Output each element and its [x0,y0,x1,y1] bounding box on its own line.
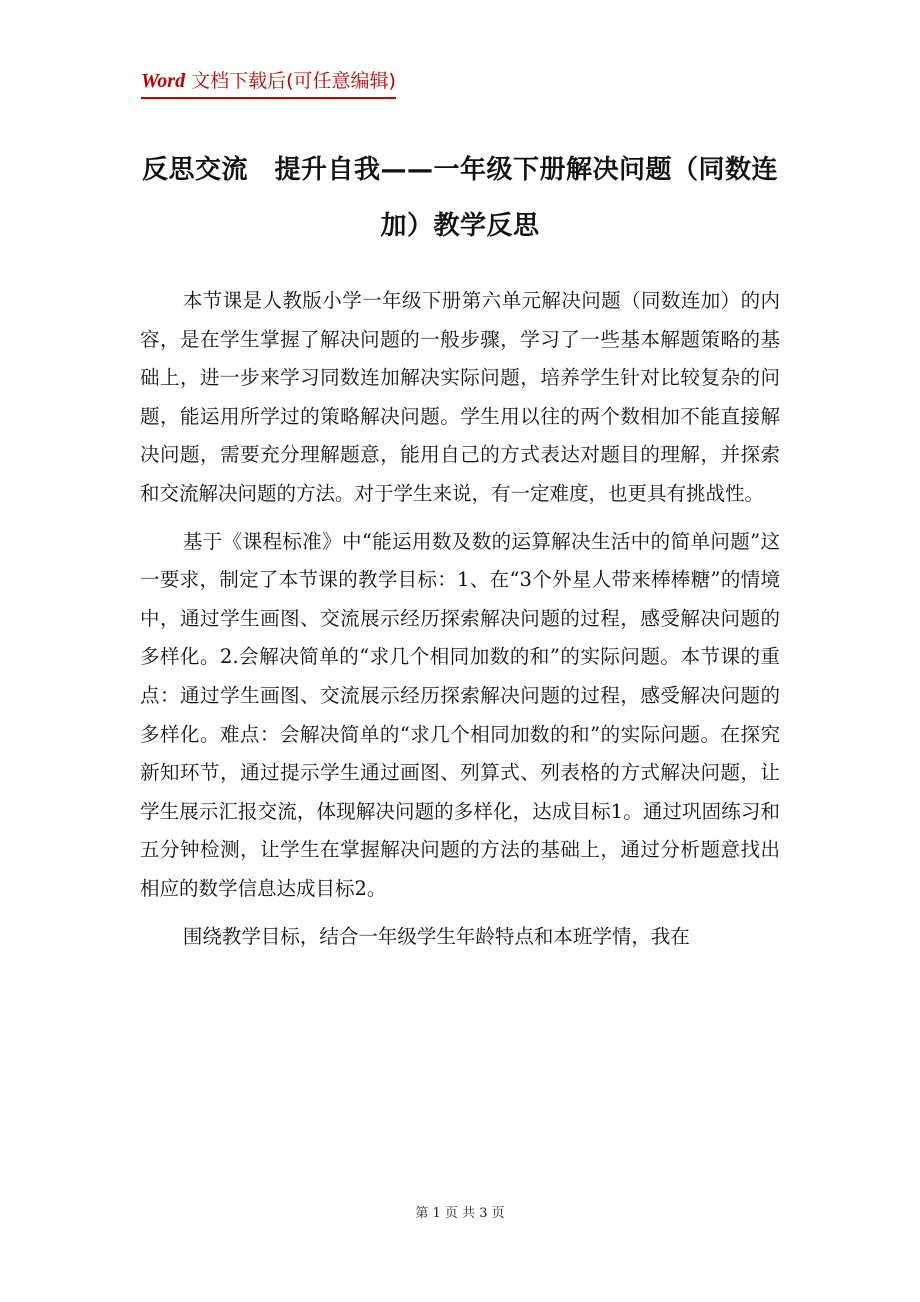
header-brand: Word [141,70,186,92]
paragraph: 基于《课程标准》中“能运用数及数的运算解决生活中的简单问题”这一要求，制定了本节课的教学目标：1、在“3个外星人带来棒棒糖”的情境中，通过学生画图、交流展示经历探索解决问题的过程，感受解决问题的多样化。2.会解决简单的“求几个相同加数的和”的实际问题。本节课的重点：通过学生画图、交流展示经历探索解决问题的过程，感受解决问题的多样化。难点：会解决简单的“求几个相同加数的和”的实际问题。在探究新知环节，通过提示学生通过画图、列算式、列表格的方式解决问题，让学生展示汇报交流，体现解决问题的多样化，达成目标1。通过巩固练习和五分钟检测，让学生在掌握解决问题的方法的基础上，通过分析题意找出相应的数学信息达成目标2。 [140,529,780,900]
document-title: 反思交流 提升自我——一年级下册解决问题（同数连加）教学反思 [141,155,778,241]
header-text: 文档下载后(可任意编辑) [185,70,396,92]
page-number: 第 1 页 共 3 页 [415,1206,505,1221]
document-body [140,282,780,965]
paragraph: 本节课是人教版小学一年级下册第六单元解决问题（同数连加）的内容，是在学生掌握了解决问题的一般步骤，学习了一些基本解题策略的基础上，进一步来学习同数连加解决实际问题，培养学生针对比较复杂的问题，能运用所学过的策略解决问题。学生用以往的两个数相加不能直接解决问题，需要充分理解题意，能用自己的方式表达对题目的理解，并探索和交流解决问题的方法。对于学生来说，有一定难度，也更具有挑战性。 [140,289,780,505]
download-header [141,66,396,99]
paragraph: 围绕教学目标，结合一年级学生年龄特点和本班学情，我在 [182,924,690,948]
